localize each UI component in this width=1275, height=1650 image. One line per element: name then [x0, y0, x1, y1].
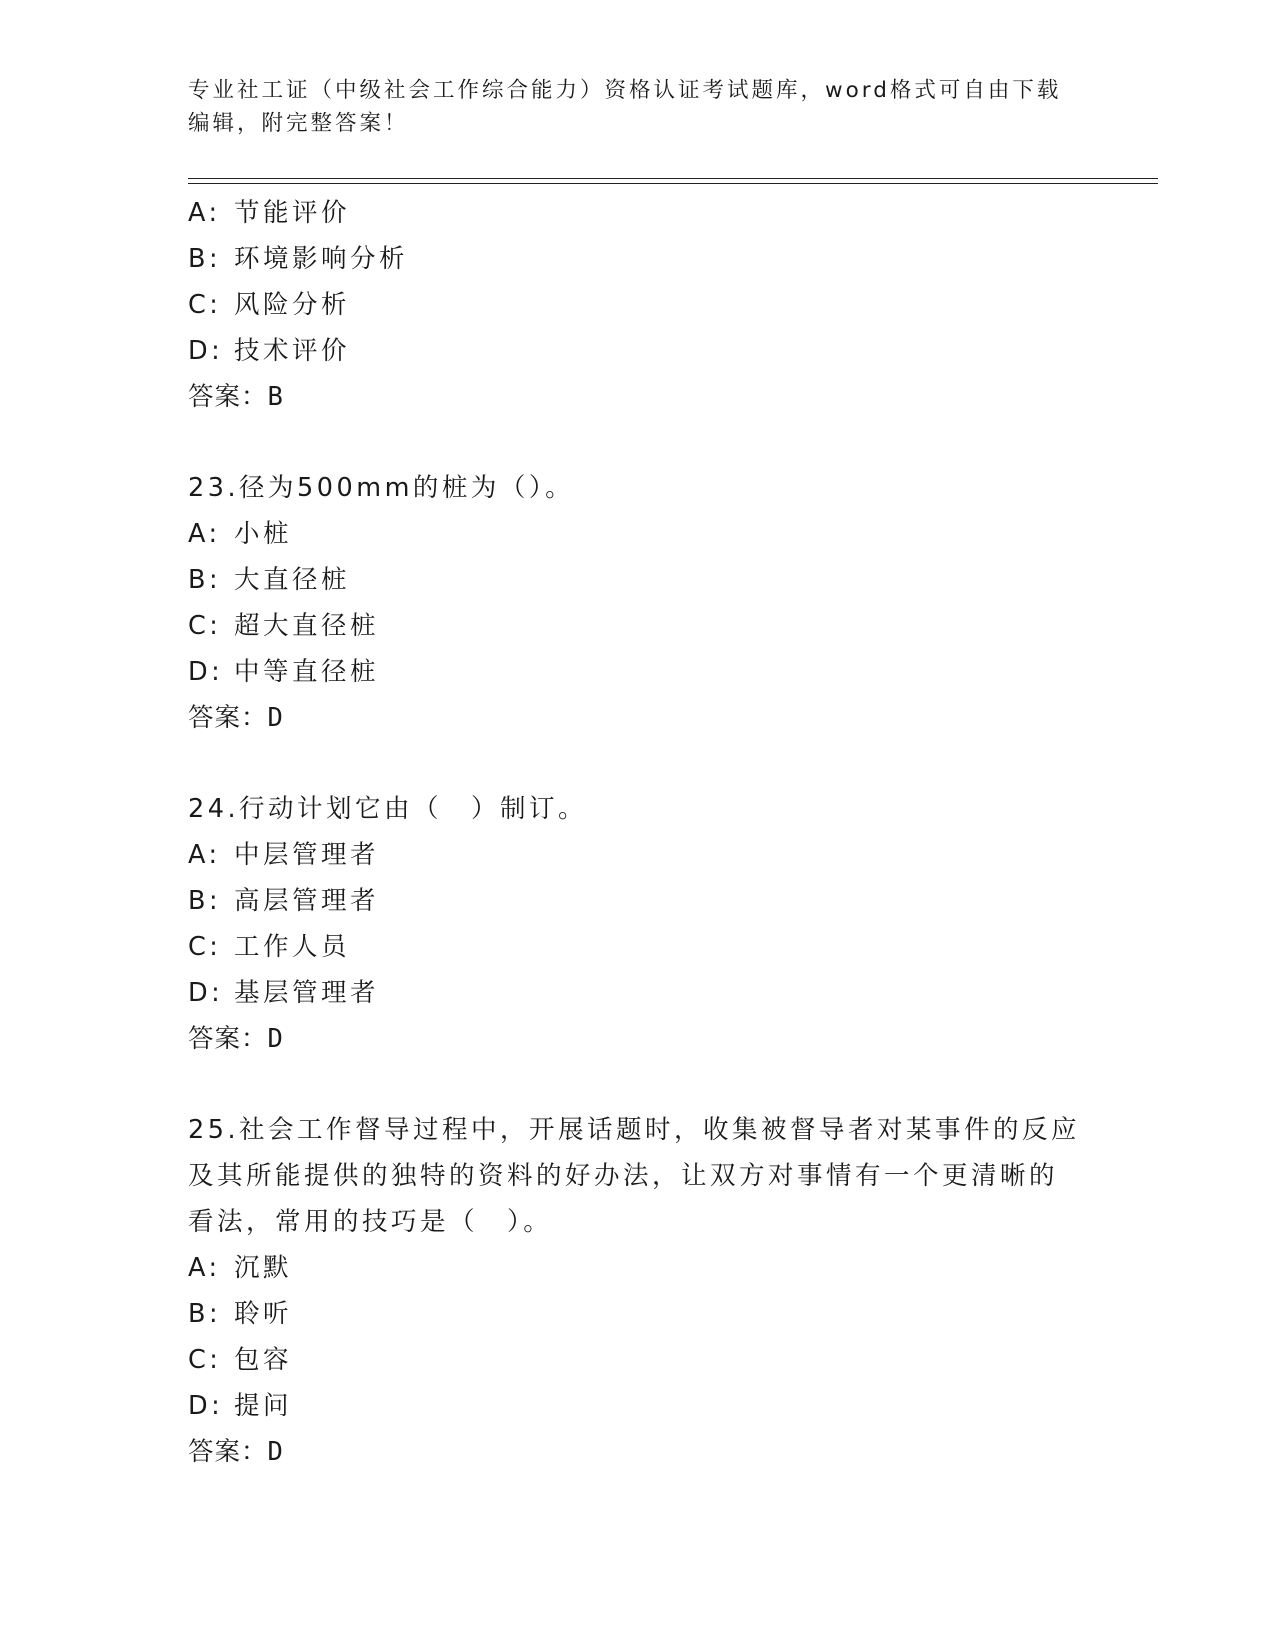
option-letter: C:: [188, 611, 222, 641]
answer-line: 答案：D: [188, 703, 284, 733]
option-letter: A:: [188, 519, 221, 549]
answer-line: 答案：B: [188, 382, 284, 412]
option-text: 高层管理者: [234, 886, 380, 916]
option-letter: A:: [188, 198, 221, 228]
spacer: [188, 741, 1088, 786]
document-header: [188, 74, 1068, 140]
question-list: [188, 190, 1088, 1475]
option-letter: B:: [188, 1299, 222, 1329]
option-d: [188, 328, 1088, 374]
option-text: 节能评价: [234, 198, 351, 228]
option-a: [188, 1245, 1088, 1291]
option-c: [188, 603, 1088, 649]
option-letter: D:: [188, 1391, 224, 1421]
option-c: [188, 282, 1088, 328]
option-a: [188, 190, 1088, 236]
option-text: 包容: [234, 1345, 293, 1375]
header-divider-thin: [188, 183, 1158, 184]
spacer: [188, 420, 1088, 465]
option-b: [188, 557, 1088, 603]
option-a: [188, 832, 1088, 878]
option-text: 环境影响分析: [234, 244, 409, 274]
option-letter: C:: [188, 290, 222, 320]
question-stem: 23.径为500mm的桩为（）。: [188, 473, 575, 503]
question-stem-line-1: 25.社会工作督导过程中，开展话题时，收集被督导者对某事件的反应: [188, 1115, 1081, 1145]
option-d: [188, 1383, 1088, 1429]
question-stem: 24.行动计划它由（ ）制订。: [188, 794, 588, 824]
option-d: [188, 649, 1088, 695]
question-stem-line-3: 看法，常用的技巧是（ ）。: [188, 1207, 553, 1237]
option-text: 中等直径桩: [234, 657, 380, 687]
option-b: [188, 236, 1088, 282]
option-letter: A:: [188, 1253, 221, 1283]
option-text: 沉默: [234, 1253, 293, 1283]
option-text: 聆听: [234, 1299, 293, 1329]
option-letter: B:: [188, 886, 222, 916]
option-letter: D:: [188, 336, 224, 366]
header-title-line-2: 编辑，附完整答案！: [188, 111, 409, 136]
option-d: [188, 970, 1088, 1016]
option-text: 风险分析: [234, 290, 351, 320]
spacer: [188, 1062, 1088, 1107]
option-a: [188, 511, 1088, 557]
option-letter: B:: [188, 244, 222, 274]
answer-line: 答案：D: [188, 1437, 284, 1467]
option-text: 小桩: [234, 519, 293, 549]
option-c: [188, 1337, 1088, 1383]
question-25: [188, 1107, 1088, 1475]
option-text: 中层管理者: [234, 840, 380, 870]
answer-line: 答案：D: [188, 1024, 284, 1054]
question-stem-line-2: 及其所能提供的独特的资料的好办法，让双方对事情有一个更清晰的: [188, 1161, 1059, 1191]
option-letter: C:: [188, 932, 222, 962]
question-24: [188, 786, 1088, 1062]
option-text: 技术评价: [234, 336, 351, 366]
option-text: 大直径桩: [234, 565, 351, 595]
option-letter: D:: [188, 978, 224, 1008]
option-text: 工作人员: [234, 932, 351, 962]
question-23: [188, 465, 1088, 741]
option-letter: B:: [188, 565, 222, 595]
option-text: 基层管理者: [234, 978, 380, 1008]
option-b: [188, 878, 1088, 924]
option-text: 提问: [234, 1391, 293, 1421]
option-letter: D:: [188, 657, 224, 687]
header-divider: [188, 178, 1158, 179]
option-letter: A:: [188, 840, 221, 870]
question-22: [188, 190, 1088, 420]
header-title-line-1: 专业社工证（中级社会工作综合能力）资格认证考试题库，word格式可自由下载: [188, 78, 1062, 103]
option-c: [188, 924, 1088, 970]
option-b: [188, 1291, 1088, 1337]
option-text: 超大直径桩: [234, 611, 380, 641]
option-letter: C:: [188, 1345, 222, 1375]
